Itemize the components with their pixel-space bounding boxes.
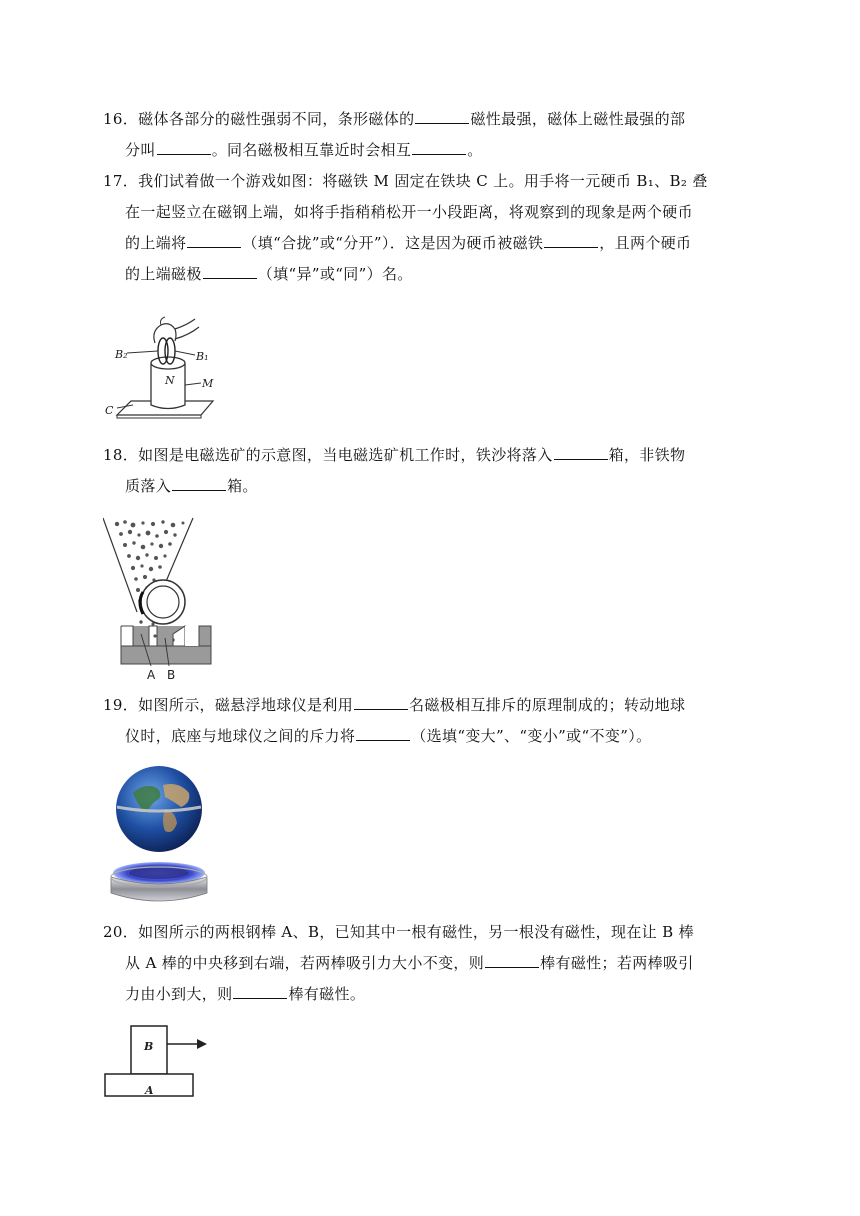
question-number: 16． (103, 110, 139, 128)
question-text: 如图是电磁选矿的示意图，当电磁选矿机工作时，铁沙将落入 (138, 446, 553, 464)
label-b1: B₁ (196, 350, 209, 363)
question-text: 棒有磁性。 (288, 985, 366, 1003)
answer-blank[interactable] (544, 231, 598, 248)
question-text: 从 A 棒的中央移到右端，若两棒吸引力大小不变，则 (125, 954, 485, 972)
question-17-line-2 (103, 197, 763, 228)
question-18-line-1 (103, 440, 763, 471)
question-text: 我们试着做一个游戏如图：将磁铁 M 固定在铁块 C 上。用手将一元硬币 B₁、B₂ 叠 (138, 172, 708, 190)
question-16-line-2 (103, 135, 763, 166)
question-17-line-1 (103, 166, 763, 197)
question-text: （填“异”或“同”）名。 (257, 265, 413, 283)
label-m: M (202, 377, 214, 390)
question-17-line-4 (103, 259, 763, 290)
question-text: 仪时，底座与地球仪之间的斥力将 (125, 727, 356, 745)
question-text: 磁性最强，磁体上磁性最强的部 (470, 110, 686, 128)
label-b2: B₂ (115, 348, 128, 361)
label-a: A (147, 668, 156, 682)
question-text: 棒有磁性；若两棒吸引 (540, 954, 694, 972)
answer-blank[interactable] (157, 138, 211, 155)
question-20 (103, 917, 763, 1010)
question-text: 分叫 (125, 141, 156, 159)
question-text: （填“合拢”或“分开”）．这是因为硬币被磁铁 (242, 234, 544, 252)
question-19-line-1 (103, 690, 763, 721)
answer-blank[interactable] (485, 951, 539, 968)
label-b: B (167, 668, 176, 682)
question-text: 质落入 (125, 477, 172, 495)
collection-boxes (121, 646, 211, 664)
label-b: B (144, 1040, 154, 1053)
answer-blank[interactable] (172, 474, 226, 491)
figure-steel-bars (103, 1024, 215, 1100)
label-c: C (105, 404, 114, 417)
answer-blank[interactable] (554, 443, 608, 460)
question-19-line-2 (103, 721, 763, 752)
figure-magnet-coins (103, 315, 218, 427)
question-text: 力由小到大，则 (125, 985, 233, 1003)
question-17 (103, 166, 763, 290)
question-number: 20． (103, 923, 139, 941)
question-text: 的上端将 (125, 234, 187, 252)
label-n: N (165, 374, 175, 387)
question-text: 如图所示的两根钢棒 A、B，已知其中一根有磁性，另一根没有磁性，现在让 B 棒 (138, 923, 694, 941)
figure-magnetic-separator (103, 516, 215, 682)
question-16 (103, 104, 763, 166)
answer-blank[interactable] (415, 107, 469, 124)
answer-blank[interactable] (233, 982, 287, 999)
question-20-line-2 (103, 948, 763, 979)
answer-blank[interactable] (187, 231, 241, 248)
answer-blank[interactable] (203, 262, 257, 279)
question-17-line-3 (103, 228, 763, 259)
question-19 (103, 690, 763, 752)
answer-blank[interactable] (356, 724, 410, 741)
answer-blank[interactable] (354, 693, 408, 710)
question-text: 在一起竖立在磁钢上端，如将手指稍稍松开一小段距离，将观察到的现象是两个硬币 (125, 203, 693, 221)
question-20-line-1 (103, 917, 763, 948)
question-number: 18． (103, 446, 139, 464)
question-text: 。 (467, 141, 483, 159)
label-a: A (145, 1084, 154, 1097)
question-text: 的上端磁极 (125, 265, 202, 283)
question-text: ，且两个硬币 (599, 234, 692, 252)
question-text: 。同名磁极相互靠近时会相互 (211, 141, 412, 159)
question-text: 如图所示，磁悬浮地球仪是利用 (138, 696, 354, 714)
question-text: 箱。 (227, 477, 258, 495)
question-text: 箱，非铁物 (608, 446, 686, 464)
question-number: 17． (103, 172, 139, 190)
question-18 (103, 440, 763, 502)
question-18-line-2 (103, 471, 763, 502)
ore-particles (115, 520, 185, 643)
question-text: 磁体各部分的磁性强弱不同，条形磁体的 (138, 110, 415, 128)
question-text: （选填“变大”、“变小”或“不变”）。 (411, 727, 652, 745)
question-16-line-1 (103, 104, 763, 135)
question-text: 名磁极相互排斥的原理制成的；转动地球 (409, 696, 686, 714)
figure-maglev-globe (103, 763, 215, 911)
answer-blank[interactable] (412, 138, 466, 155)
question-20-line-3 (103, 979, 763, 1010)
question-number: 19． (103, 696, 139, 714)
